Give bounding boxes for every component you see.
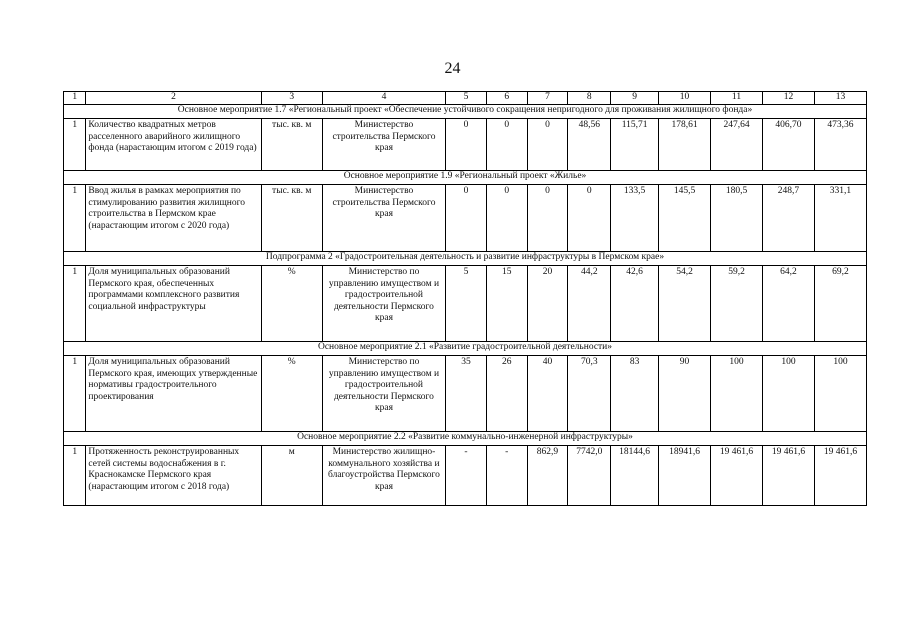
indicator-value-col-5: 0 [446,185,487,252]
column-number-12: 12 [762,92,814,105]
column-number-7: 7 [527,92,568,105]
indicator-value-col-9: 83 [611,356,659,432]
indicator-value-col-10: 178,61 [659,119,711,171]
indicator-value-col-13: 473,36 [814,119,866,171]
row-number: 1 [64,185,86,252]
unit-of-measure: тыс. кв. м [261,185,322,252]
column-number-6: 6 [486,92,527,105]
indicators-table [63,91,867,506]
unit-of-measure: % [261,356,322,432]
unit-of-measure: % [261,266,322,342]
indicator-value-col-9: 133,5 [611,185,659,252]
page-number: 24 [444,60,461,77]
indicator-value-col-12: 248,7 [762,185,814,252]
section-heading-row [64,252,867,266]
indicator-value-col-9: 18144,6 [611,446,659,506]
indicator-row [64,185,867,252]
column-number-2: 2 [86,92,261,105]
indicator-value-col-12: 19 461,6 [762,446,814,506]
column-number-header-row [64,92,867,105]
indicator-value-col-11: 180,5 [711,185,763,252]
indicator-value-col-8: 44,2 [568,266,611,342]
indicator-row [64,119,867,171]
section-title: Основное мероприятие 2.1 «Развитие градостроительной деятельности» [64,342,867,356]
indicator-row [64,356,867,432]
indicator-value-col-7: 40 [527,356,568,432]
responsible-executor: Министерство строительства Пермского края [322,185,445,252]
row-number: 1 [64,446,86,506]
row-number: 1 [64,266,86,342]
indicator-value-col-8: 0 [568,185,611,252]
indicator-name: Доля муниципальных образований Пермского края, обеспеченных программами комплексного развития социальной инфраструктуры [86,266,261,342]
indicator-name: Доля муниципальных образований Пермского края, имеющих утвержденные нормативы градостроительного проектирования [86,356,261,432]
responsible-executor: Министерство по управлению имуществом и градостроительной деятельности Пермского края [322,356,445,432]
section-title: Подпрограмма 2 «Градостроительная деятельность и развитие инфраструктуры в Пермском крае» [64,252,867,266]
indicator-value-col-10: 145,5 [659,185,711,252]
indicator-value-col-6: 26 [486,356,527,432]
section-heading-row [64,171,867,185]
indicator-name: Ввод жилья в рамках мероприятия по стимулированию развития жилищного строительства в Пермском крае (нарастающим итогом с 2020 года) [86,185,261,252]
indicator-name: Количество квадратных метров расселенного аварийного жилищного фонда (нарастающим итогом с 2019 года) [86,119,261,171]
column-number-3: 3 [261,92,322,105]
section-title: Основное мероприятие 2.2 «Развитие коммунально-инженерной инфраструктуры» [64,432,867,446]
indicator-value-col-10: 90 [659,356,711,432]
indicator-value-col-7: 20 [527,266,568,342]
indicator-value-col-11: 19 461,6 [711,446,763,506]
responsible-executor: Министерство строительства Пермского края [322,119,445,171]
indicator-value-col-11: 247,64 [711,119,763,171]
indicator-value-col-6: - [486,446,527,506]
responsible-executor: Министерство по управлению имуществом и градостроительной деятельности Пермского края [322,266,445,342]
section-heading-row [64,105,867,119]
indicator-value-col-8: 7742,0 [568,446,611,506]
indicator-value-col-10: 18941,6 [659,446,711,506]
indicator-value-col-13: 19 461,6 [814,446,866,506]
section-title: Основное мероприятие 1.7 «Региональный проект «Обеспечение устойчивого сокращения непригодного для проживания жилищного фонда» [64,105,867,119]
indicator-name: Протяженность реконструированных сетей системы водоснабжения в г. Краснокамске Пермского края (нарастающим итогом с 2018 года) [86,446,261,506]
indicator-value-col-11: 100 [711,356,763,432]
indicator-value-col-10: 54,2 [659,266,711,342]
indicator-value-col-12: 100 [762,356,814,432]
column-number-13: 13 [814,92,866,105]
indicator-value-col-6: 15 [486,266,527,342]
column-number-11: 11 [711,92,763,105]
indicator-row [64,266,867,342]
unit-of-measure: м [261,446,322,506]
column-number-8: 8 [568,92,611,105]
indicator-value-col-5: - [446,446,487,506]
indicator-value-col-6: 0 [486,185,527,252]
row-number: 1 [64,356,86,432]
indicator-value-col-7: 0 [527,185,568,252]
responsible-executor: Министерство жилищно-коммунального хозяйства и благоустройства Пермского края [322,446,445,506]
column-number-9: 9 [611,92,659,105]
indicator-value-col-9: 42,6 [611,266,659,342]
indicator-value-col-11: 59,2 [711,266,763,342]
indicator-value-col-7: 0 [527,119,568,171]
indicator-row [64,446,867,506]
indicator-value-col-12: 64,2 [762,266,814,342]
indicator-value-col-6: 0 [486,119,527,171]
column-number-4: 4 [322,92,445,105]
column-number-1: 1 [64,92,86,105]
indicator-value-col-7: 862,9 [527,446,568,506]
indicator-value-col-13: 100 [814,356,866,432]
indicator-value-col-9: 115,71 [611,119,659,171]
indicator-value-col-5: 0 [446,119,487,171]
row-number: 1 [64,119,86,171]
indicator-value-col-8: 48,56 [568,119,611,171]
section-heading-row [64,432,867,446]
indicator-value-col-5: 5 [446,266,487,342]
section-title: Основное мероприятие 1.9 «Региональный проект «Жилье» [64,171,867,185]
indicator-value-col-13: 331,1 [814,185,866,252]
indicator-value-col-13: 69,2 [814,266,866,342]
indicator-value-col-12: 406,70 [762,119,814,171]
indicator-value-col-5: 35 [446,356,487,432]
column-number-10: 10 [659,92,711,105]
section-heading-row [64,342,867,356]
column-number-5: 5 [446,92,487,105]
indicator-value-col-8: 70,3 [568,356,611,432]
unit-of-measure: тыс. кв. м [261,119,322,171]
